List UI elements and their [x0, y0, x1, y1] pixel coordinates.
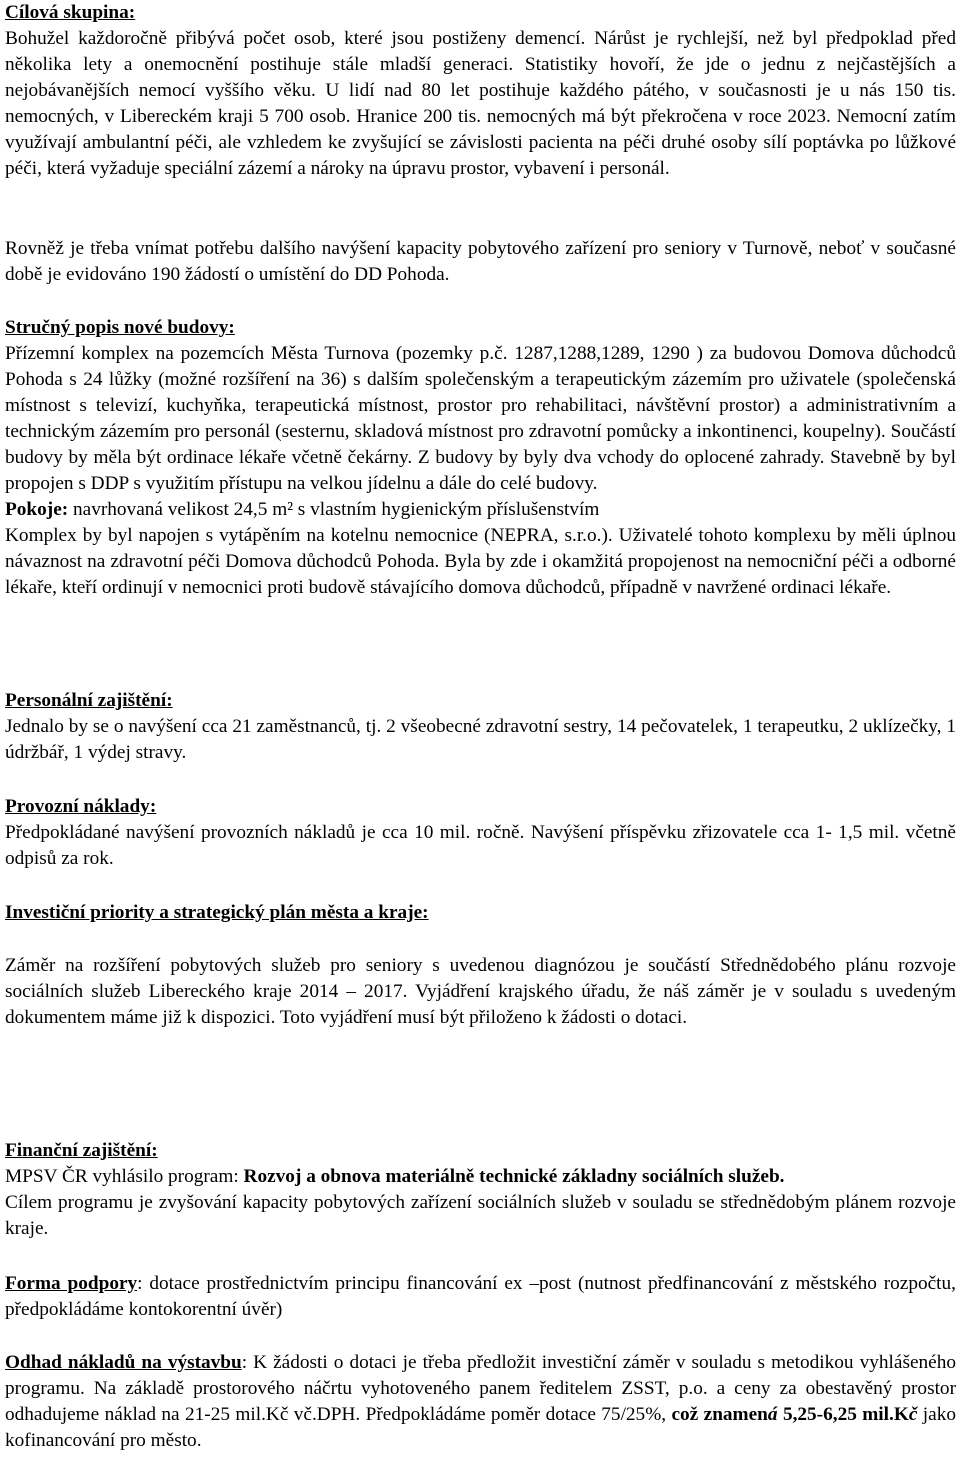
odhad-italic-2: č — [908, 1404, 918, 1425]
section-popis — [5, 315, 956, 601]
paragraph-personal: Jednalo by se o navýšení cca 21 zaměstnanců, tj. 2 všeobecné zdravotní sestry, 14 pečovatelek, 1 terapeutku, 2 uklízečky, 1 údržbář, 1 výdej stravy. — [5, 716, 956, 763]
pokoje-label: Pokoje: — [5, 499, 69, 520]
pokoje-text: navrhovaná velikost 24,5 m² s vlastním hygienickým příslušenstvím — [68, 499, 600, 520]
heading-financni-zajisteni: Finanční zajištění: — [5, 1140, 158, 1161]
heading-forma-podpory: Forma podpory — [5, 1273, 138, 1294]
paragraph-cilova-2: Rovněž je třeba vnímat potřebu dalšího navýšení kapacity pobytového zařízení pro seniory v Turnově, neboť v současné době je evidováno 190 žádostí o umístění do DD Pohoda. — [5, 238, 956, 285]
section-investicni-body — [5, 953, 956, 1031]
paragraph-investicni: Záměr na rozšíření pobytových služeb pro seniory s uvedenou diagnózou je součástí Střednědobého plánu rozvoje sociálních služeb Libereckého kraje 2014 – 2017. Vyjádření krajského úřadu, že náš záměr je v souladu s uvedeným dokumentem máme již k dispozici. Toto vyjádření musí být přiloženo k žádosti o dotaci. — [5, 955, 956, 1028]
paragraph-popis-3: Komplex by byl napojen s vytápěním na kotelnu nemocnice (NEPRA, s.r.o.). Uživatelé tohoto komplexu by měli úplnou návaznost na zdravotní péči Domova důchodců Pohoda. Byla by zde i okamžitá propojenost na nemocniční péči a odborné lékaře, kteří ordinují v nemocnici proti budově stávajícího domova důchodců, případně v navržené ordinaci lékaře. — [5, 525, 956, 598]
section-cilova — [5, 0, 956, 182]
paragraph-odhad — [5, 1350, 956, 1454]
heading-cilova-skupina: Cílová skupina: — [5, 2, 136, 23]
paragraph-cilova-1: Bohužel každoročně přibývá počet osob, které jsou postiženy demencí. Nárůst je rychlejší, než byl předpoklad před několika lety a onemocnění postihuje stále mladší generaci. Statistiky hovoří, že jde o jednu z nejčastějších a nejobávanějších nemocí vyššího věku. U lidí nad 80 let postihuje každého pátého, v současnosti je u nás 150 tis. nemocných, v Libereckém kraji 5 700 osob. Hranice 200 tis. nemocných má být překročena v roce 2023. Nemocní zatím využívají ambulantní péči, ale vzhledem ke zvyšující se závislosti pacienta na péči druhé osoby sílí poptávka po lůžkové péči, která vyžaduje speciální zázemí a nároky na úpravu prostor, vybavení i personál. — [5, 28, 956, 179]
odhad-bold-1: což znamen — [671, 1404, 768, 1425]
heading-provozni-naklady: Provozní náklady: — [5, 796, 157, 817]
paragraph-popis-1: Přízemní komplex na pozemcích Města Turnova (pozemky p.č. 1287,1288,1289, 1290 ) za budovou Domova důchodců Pohoda s 24 lůžky (možné rozšíření na 36) s dalším společenským a terapeutickým zázemím pro uživatele (společenská místnost s televizí, kuchyňka, terapeutická místnost, prostor pro rehabilitaci, návštěvní prostor) a administrativním a technickým zázemím pro personál (sesternu, skladová místnost pro zdravotní pomůcky a inkontinenci, koupelny). Součástí budovy by měla být ordinace lékaře včetně čekárny. Z budovy by byly dva vchody do oplocené zahrady. Stavebně by byl propojen s DDP s využitím přístupu na velkou jídelnu a dále do celé budovy. — [5, 343, 956, 494]
section-investicni — [5, 900, 956, 926]
section-personal — [5, 688, 956, 766]
section-forma — [5, 1271, 956, 1323]
forma-text: : dotace prostřednictvím principu financování ex –post (nutnost předfinancování z městského rozpočtu, předpokládáme kontokorentní úvěr) — [5, 1273, 956, 1320]
heading-popis-budovy: Stručný popis nové budovy: — [5, 317, 235, 338]
odhad-text: : K žádosti o dotaci je třeba předložit investiční záměr v souladu s metodikou vyhlášeného programu. Na základě prostorového náčrtu vyhotoveného panem ředitelem ZSST, p.o. a ceny za obestavěný prostor odhadujeme náklad na 21-25 mil.Kč vč.DPH. Předpokládáme poměr dotace 75/25%, — [5, 1352, 956, 1425]
section-cilova-2 — [5, 236, 956, 288]
section-provozni — [5, 794, 956, 872]
financni-lead: MPSV ČR vyhlásilo program: — [5, 1166, 244, 1187]
odhad-italic-1: á — [767, 1404, 778, 1425]
heading-investicni-priority: Investiční priority a strategický plán města a kraje: — [5, 902, 429, 923]
odhad-tail: jako kofinancování pro město. — [5, 1404, 956, 1451]
program-name: Rozvoj a obnova materiálně technické základny sociálních služeb. — [243, 1166, 785, 1187]
odhad-bold-2: 5,25-6,25 mil.K — [777, 1404, 909, 1425]
heading-personalni-zajisteni: Personální zajištění: — [5, 690, 173, 711]
section-odhad — [5, 1350, 956, 1454]
section-financni — [5, 1138, 956, 1242]
heading-odhad-nakladu: Odhad nákladů na výstavbu — [5, 1352, 242, 1373]
paragraph-financni-1 — [5, 1164, 956, 1190]
paragraph-pokoje — [5, 497, 956, 523]
paragraph-financni-2: Cílem programu je zvyšování kapacity pobytových zařízení sociálních služeb v souladu se střednědobým plánem rozvoje kraje. — [5, 1192, 956, 1239]
paragraph-forma — [5, 1271, 956, 1323]
paragraph-provozni: Předpokládané navýšení provozních nákladů je cca 10 mil. ročně. Navýšení příspěvku zřizovatele cca 1- 1,5 mil. včetně odpisů za rok. — [5, 822, 956, 869]
